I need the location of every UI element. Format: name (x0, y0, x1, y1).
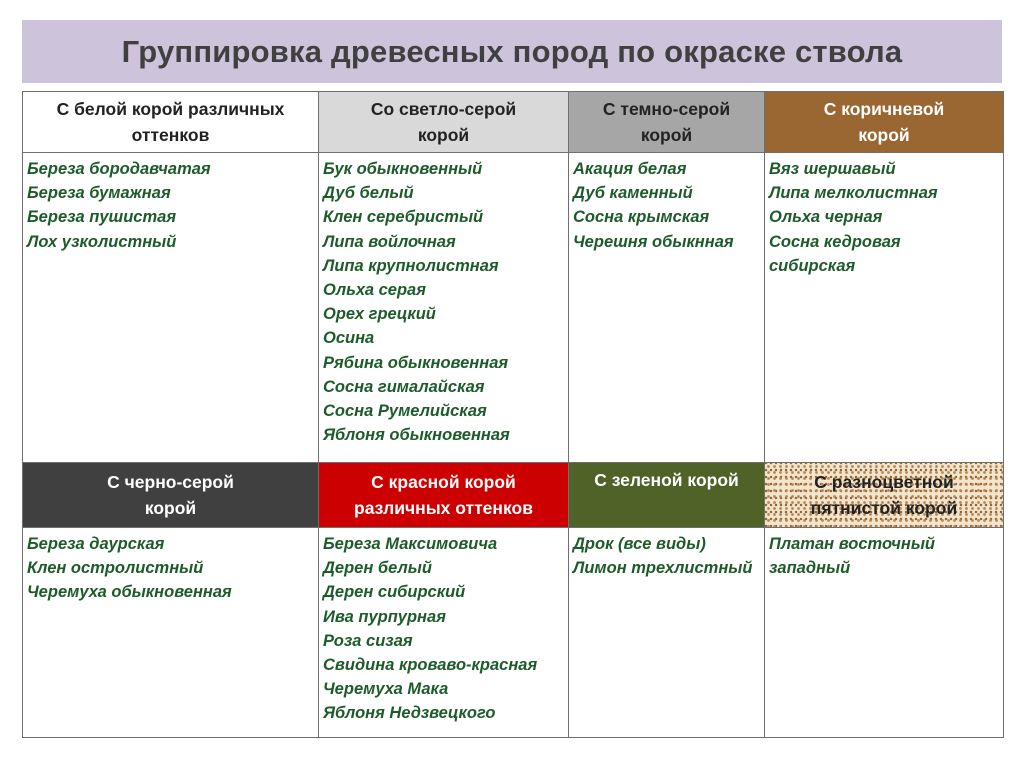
species-list-dark-gray (569, 153, 765, 463)
header-red-bark: С красной корой различных оттенков (319, 463, 569, 528)
species-item: Клен остролистный (27, 559, 204, 578)
page-title: Группировка древесных пород по окраске ствола (121, 33, 903, 69)
species-item: Ива пурпурная (323, 607, 446, 626)
species-list-red (319, 528, 569, 738)
species-item: Дерен сибирский (323, 583, 466, 602)
header-spotted-bark: С разноцветной пятнистой корой (765, 463, 1004, 528)
species-item: Вяз шершавый (769, 160, 896, 178)
species-item: Черемуха обыкновенная (27, 583, 232, 602)
species-list-spotted (765, 528, 1004, 738)
header-black-gray-bark: С черно-серой корой (23, 463, 319, 528)
title-banner (22, 20, 1002, 83)
species-item: Сосна кедровая (769, 232, 901, 251)
species-item: Береза пушистая (27, 208, 177, 227)
species-list-white (23, 153, 319, 463)
header-green-bark: С зеленой корой (569, 463, 765, 528)
bark-color-table (22, 91, 1004, 738)
species-item: Осина (323, 329, 375, 348)
species-row-top (23, 153, 1004, 463)
species-item: Береза бородавчатая (27, 160, 211, 178)
species-item: Липа мелколистная (769, 184, 938, 203)
species-item: Береза бумажная (27, 184, 171, 203)
species-item: Клен серебристый (323, 208, 484, 227)
species-item: Орех грецкий (323, 305, 436, 324)
header-row-bottom (23, 463, 1004, 528)
species-item: западный (769, 559, 851, 578)
species-item: Дуб белый (323, 184, 414, 203)
species-list-green (569, 528, 765, 738)
species-item: Яблоня Недзвецкого (323, 704, 496, 723)
species-item: Черешня обыкнная (573, 232, 734, 251)
species-item: Дуб каменный (573, 184, 693, 203)
header-white-bark: С белой корой различных оттенков (23, 92, 319, 153)
species-item: Дерен белый (323, 559, 432, 578)
species-item: сибирская (769, 256, 856, 275)
species-item: Лимон трехлистный (573, 559, 753, 578)
species-item: Дрок (все виды) (573, 535, 706, 553)
species-row-bottom (23, 528, 1004, 738)
species-item: Сосна крымская (573, 208, 710, 227)
species-item: Яблоня обыкновенная (323, 426, 510, 445)
species-item: Бук обыкновенный (323, 160, 483, 178)
species-item: Платан восточный (769, 535, 935, 553)
species-item: Ольха серая (323, 281, 426, 300)
species-item: Рябина обыкновенная (323, 353, 509, 372)
species-item: Береза Максимовича (323, 535, 498, 553)
species-item: Роза сизая (323, 631, 413, 650)
species-list-black-gray (23, 528, 319, 738)
header-row-top (23, 92, 1004, 153)
species-item: Ольха черная (769, 208, 883, 227)
header-dark-gray-bark: С темно-серой корой (569, 92, 765, 153)
species-item: Лох узколистный (27, 232, 177, 251)
species-item: Черемуха Мака (323, 680, 449, 699)
header-light-gray-bark: Со светло-серой корой (319, 92, 569, 153)
species-item: Свидина кроваво-красная (323, 656, 538, 675)
species-list-brown (765, 153, 1004, 463)
species-item: Береза даурская (27, 535, 165, 553)
species-item: Акация белая (573, 160, 687, 178)
species-item: Сосна Румелийская (323, 402, 487, 421)
species-list-light-gray (319, 153, 569, 463)
species-item: Сосна гималайская (323, 377, 485, 396)
species-item: Липа крупнолистная (323, 256, 499, 275)
species-item: Липа войлочная (323, 232, 456, 251)
header-brown-bark: С коричневой корой (765, 92, 1004, 153)
